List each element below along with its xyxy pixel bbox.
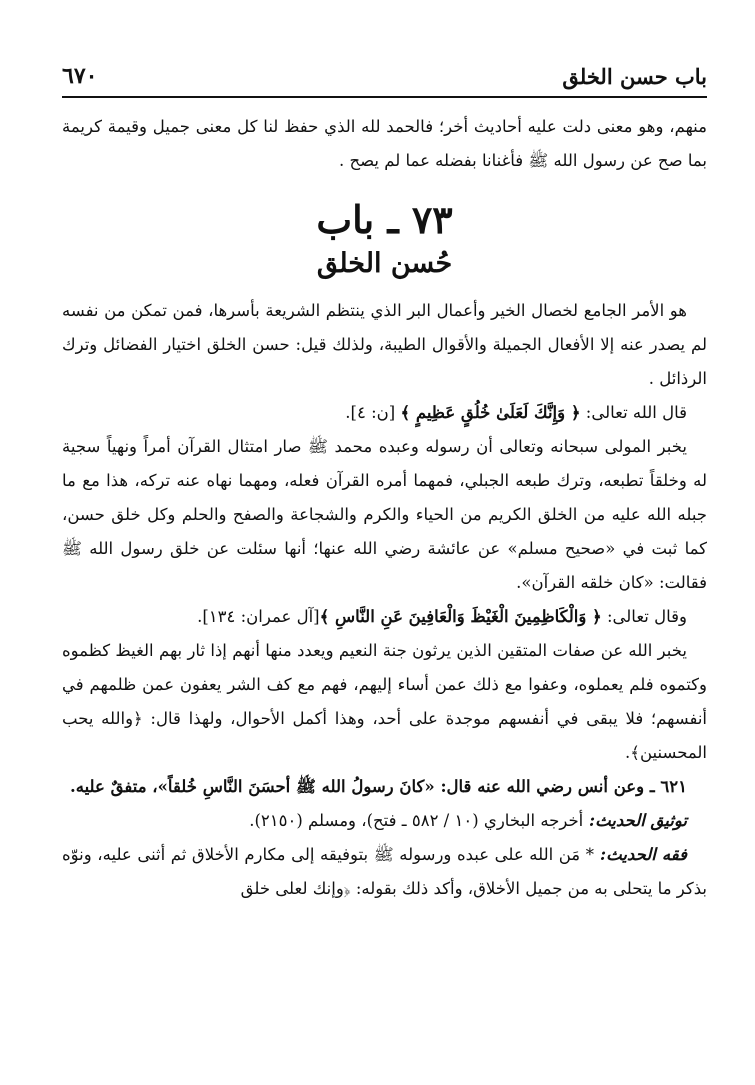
verse-2-commentary: يخبر الله عن صفات المتقين الذين يرثون جنة النعيم ويعدد منها أنهم إذا ثار بهم الغيظ كظموه وكتموه فلم يعملوه، وعفوا مع ذلك عمن أساء إليهم، فهم مع كف الشر يعفون عمن ظلمهم في أنفسهم؛ فلا يبقى في أنفسهم موجدة على أحد، وهذا أكمل الأحوال، ولهذا قال: ﴿والله يحب المحسنين﴾. xyxy=(62,641,707,762)
page-number: ٦٧٠ xyxy=(62,63,98,89)
running-title: باب حسن الخلق xyxy=(562,63,707,89)
chapter-subheading: حُسن الخلق xyxy=(316,248,453,279)
takhrij-text: أخرجه البخاري (١٠ / ٥٨٢ ـ فتح)، ومسلم (٢١٥٠). xyxy=(249,811,584,830)
verse-1-intro: قال الله تعالى: xyxy=(580,403,687,422)
verse-1-commentary: يخبر المولى سبحانه وتعالى أن رسوله وعبده محمد ﷺ صار امتثال القرآن أمراً ونهياً سجية له وخلقاً تطبعه، وترك طبعه الجبلي، فمهما أمره القرآن فعله، ومهما نهاه عنه تركه، هذا مع ما جبله الله عليه من الخلق الكريم من الحياء والكرم والشجاعة والصفح والحلم وكل خلق حسن، كما ثبت في «صحيح مسلم» عن عائشة رضي الله عنها؛ أنها سئلت عن خلق رسول الله ﷺ فقالت: «كان خلقه القرآن». xyxy=(62,437,707,592)
quran-verse-1: ﴿ وَإِنَّكَ لَعَلَىٰ خُلُقٍ عَظِيمٍ ﴾ xyxy=(400,403,581,422)
chapter-heading: ٧٣ ـ باب xyxy=(316,197,453,242)
verse-2-intro: وقال تعالى: xyxy=(601,607,687,626)
page-body xyxy=(62,110,707,906)
fiqh-label: فقه الحديث: xyxy=(593,845,687,864)
running-header xyxy=(62,56,707,98)
verse-1-reference: [ن: ٤]. xyxy=(345,403,401,422)
intro-paragraph: منهم، وهو معنى دلت عليه أحاديث أخر؛ فالحمد لله الذي حفظ لنا كل معنى جميل وقيمة كريمة بما صح عن رسول الله ﷺ فأغنانا بفضله عما لم يصح . xyxy=(62,117,707,170)
verse-2-reference: [آل عمران: ١٣٤]. xyxy=(197,607,320,626)
definition-paragraph: هو الأمر الجامع لخصال الخير وأعمال البر الذي ينتظم الشريعة بأسرها، فمن تمكن من نفسه لم يصدر عنه إلا الأفعال الجميلة والأقوال الطيبة، ولذلك قيل: حسن الخلق اختيار الفضائل وترك الرذائل . xyxy=(62,301,707,388)
verse-1-line xyxy=(62,396,707,430)
fiqh-paragraph xyxy=(62,838,707,906)
takhrij-line xyxy=(62,804,707,838)
verse-2-line xyxy=(62,600,707,634)
takhrij-label: توثيق الحديث: xyxy=(583,811,687,830)
hadith-621: ٦٢١ ـ وعن أنس رضي الله عنه قال: «كانَ رسولُ الله ﷺ أحسَنَ النَّاسِ خُلقاً»، متفقٌ عليه. xyxy=(69,777,687,796)
fiqh-text: * مَن الله على عبده ورسوله ﷺ بتوفيقه إلى مكارم الأخلاق ثم أثنى عليه، ونوّه بذكر ما يتحلى به من جميل الأخلاق، وأكد ذلك بقوله: ﴿وإنك لعلى خلق xyxy=(62,845,707,898)
quran-verse-2: ﴿ وَالْكَاظِمِينَ الْغَيْظَ وَالْعَافِينَ عَنِ النَّاسِ ﴾ xyxy=(319,607,602,626)
